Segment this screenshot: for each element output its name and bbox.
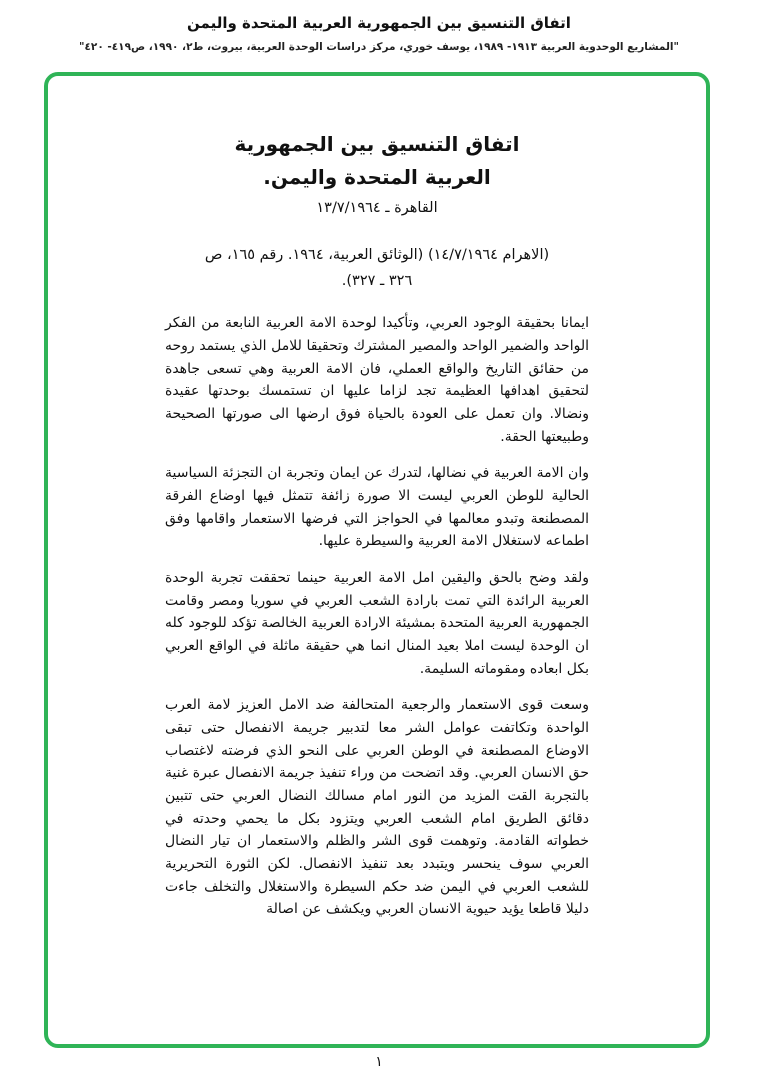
paragraph: ايمانا بحقيقة الوجود العربي، وتأكيدا لوحدة الامة العربية النابعة من الفكر الواحد والضمير الواحد والمصير المشترك وتحقيقا للامل الذي يستمد روحه من حقائق التاريخ والواقع العملي، فان الامة العربية وهي تسعى جاهدة لتحقيق اهدافها العظيمة تجد لزاما عليها ان تستمسك بوحدتها عقيدة ونضالا. وان تعمل على العودة بالحياة فوق ارضها الى صورتها الصحيحة وطبيعتها الحقة. (165, 315, 589, 445)
document-frame (44, 72, 710, 1048)
page-header (0, 14, 758, 53)
paragraph: وسعت قوى الاستعمار والرجعية المتحالفة ضد الامل العزيز لامة العرب الواحدة وتكاتفت عوامل الشر معا لتدبير جريمة الانفصال حتى تبقى الاوضاع المصطنعة في الوطن العربي على النحو الذي فرضته لاغتصاب حق الانسان العربي. وقد اتضحت من وراء تنفيذ جريمة الانفصال عبرة غنية بالتجربة القت المزيد من النور امام مسالك النضال العربي حتى تتبين دقائق الطريق امام الشعب العربي ويتزود بكل ما يحمي وحدته في خطواته القادمة. وتوهمت قوى الشر والظلم والاستعمار ان تيار النضال العربي سوف ينحسر ويتبدد بعد تنفيذ الانفصال. لكن الثورة التحريرية للشعب العربي في اليمن ضد حكم السيطرة والاستغلال والتخلف جاءت دليلا قاطعا يؤيد حيوية الانسان العربي ويكشف عن اصالة (165, 697, 589, 918)
document-dateline: القاهرة ـ ١٣/٧/١٩٦٤ (316, 200, 438, 216)
document-title: اتفاق التنسيق بين الجمهورية العربية المتحدة واليمن. (234, 132, 520, 189)
document-content (165, 76, 589, 921)
paragraph: ولقد وضح بالحق واليقين امل الامة العربية حينما تحققت تجربة الوحدة العربية الرائدة التي تمت بارادة الشعب العربي في سوريا ومصر وقامت الجمهورية العربية المتحدة بمشيئة الارادة العربية الخالصة تؤكد للوجود كله ان الوحدة ليست املا بعيد المنال انما هي حقيقة ماثلة في الواقع العربي بكل ابعاده ومقوماته السليمة. (165, 569, 589, 677)
document-reference: (الاهرام ١٤/٧/١٩٦٤) (الوثائق العربية، ١٩٦٤. رقم ١٦٥، ص ٣٢٦ ـ ٣٢٧). (204, 247, 550, 290)
source-citation: "المشاريع الوحدوية العربية ١٩١٣- ١٩٨٩، يوسف خوري، مركز دراسات الوحدة العربية، بيروت، ط٢، ١٩٩٠، ص٤١٩- ٤٢٠" (79, 41, 679, 53)
running-header-title: اتفاق التنسيق بين الجمهورية العربية المتحدة واليمن (187, 14, 571, 32)
page-number: ١ (375, 1054, 383, 1070)
paragraph: وان الامة العربية في نضالها، لتدرك عن ايمان وتجربة ان التجزئة السياسية الحالية للوطن العربي ليست الا صورة زائفة تتمثل فيها اوضاع الفرقة المصطنعة وتبدو معالمها في الحواجز التي فرضها الاستعمار واقامها وفق اطماعه لاستغلال الامة العربية والسيطرة عليها. (165, 465, 589, 550)
paragraphs (165, 312, 589, 921)
